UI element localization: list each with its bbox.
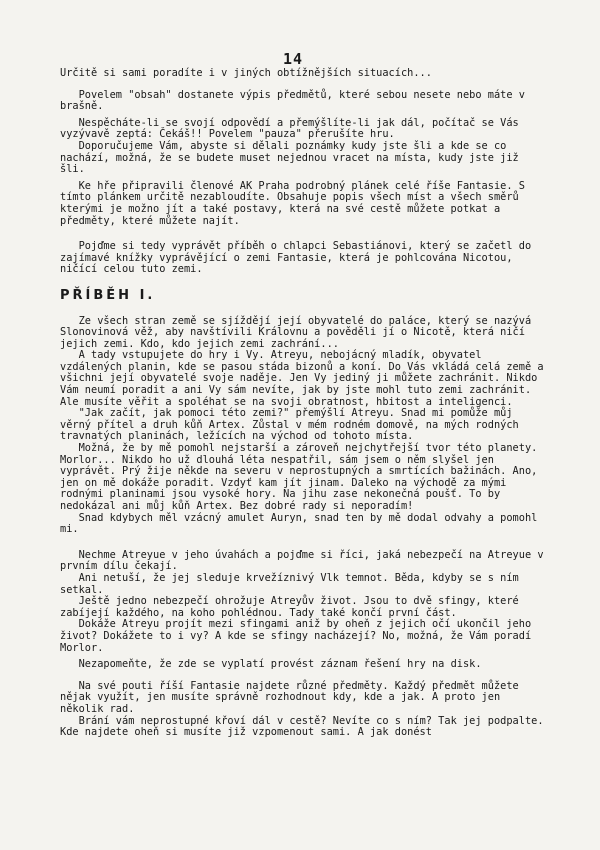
paragraph: Ze všech stran země se sjíždějí její obyvatelé do paláce, který se nazývá Slonovinová věž, aby navštívili Královnu a pověděli jí o Nicotě, která ničí jejich zemi. Kdo, kdo jejich zemi zachrání...	[60, 314, 538, 350]
paragraph: Snad kdybych měl vzácný amulet Auryn, snad ten by mě dodal odvahy a pomohl mi.	[60, 511, 544, 536]
paragraph: Nespěcháte-li se svojí odpovědí a přemýšlíte-li jak dál, počítač se Vás vyzývavě zeptá: Čekáš!! Povelem "pauza" přerušíte hru.	[60, 116, 525, 141]
paragraph: Nezapomeňte, že zde se vyplatí provést záznam řešení hry na disk.	[60, 658, 482, 671]
paragraph: Ještě jedno nebezpečí ohrožuje Atreyův život. Jsou to dvě sfingy, které zabíjejí každého, na koho pohlédnou. Tady také končí první část.	[60, 595, 525, 619]
paragraph: A tady vstupujete do hry i Vy. Atreyu, nebojácný mladík, obyvatel vzdálených planin, kde se pasou stáda bizonů a koní. Do Vás vkládá celá země a všichni její obyvatelé svoje naděje. Jen Vy jediný ji můžete zachránit. Nikdo Vám neumí poradit a ani Vy sám nevíte, jak by jste mohl tuto zemi zachránit. Ale musíte věřit a spoléhat se na svoji obratnost, hbitost a inteligenci.	[60, 349, 550, 408]
paragraph: Na své pouti říší Fantasie najdete různé předměty. Každý předmět můžete nějak využít, jen musíte správně rozhodnout kdy, kde a jak. A proto jen několik rad.	[60, 679, 525, 715]
paragraph: Pojďme si tedy vyprávět příběh o chlapci Sebastiánovi, který se začetl do zajímavé knížky vyprávějící o zemi Fantasie, která je pohlcována Nicotou, ničící celou tuto zemi.	[60, 240, 538, 276]
paragraph: Brání vám neprostupné křoví dál v cestě? Nevíte co s ním? Tak jej podpalte. Kde najdete oheň si musíte již vzpomenout sami. A jak donést	[60, 714, 550, 739]
section-heading: PŘÍBĚH I.	[60, 287, 156, 303]
page-number: 14	[283, 50, 304, 68]
paragraph: Dokáže Atreyu projít mezi sfingami aniž by oheň z jejich očí ukončil jeho život? Dokážete to i vy? A kde se sfingy nacházejí? No, možná, že Vám poradí Morlor.	[60, 618, 538, 654]
paragraph: Doporučujeme Vám, abyste si dělali poznámky kudy jste šli a kde se co nachází, možná, že se budete muset nejednou vracet na místa, kudy jste již šli.	[60, 139, 525, 176]
paragraph: Povelem "obsah" dostanete výpis předmětů, které sebou nesete nebo máte v brašně.	[60, 88, 532, 113]
paragraph: Možná, že by mě pomohl nejstarší a zároveň nejchytřejší tvor této planety. Morlor... Nikdo ho už dlouhá léta nespatřil, sám jsem o něm slyšel jen vyprávět. Prý žije někde na severu v neprostupných a smrtících bažinách. Ano, jen on mě dokáže poradit. Vzdyť kam jít jinam. Daleko na východě za mými rodnými planinami jsou vysoké hory. Na jihu zase nekonečná poušť. To by nedokázal ani můj kůň Artex. Bez dobré rady si neporadím!	[60, 442, 544, 512]
paragraph: "Jak začít, jak pomoci této zemi?" přemýšlí Atreyu. Snad mi pomůže můj věrný přítel a druh kůň Artex. Zůstal v mém rodném domově, na mých rodných travnatých planinách, ležících na východ od tohoto místa.	[60, 407, 525, 443]
paragraph: Ke hře připravili členové AK Praha podrobný plánek celé říše Fantasie. S tímto plánkem určitě nezabloudíte. Obsahuje popis všech míst a všech směrů kterými je možno jít a také postavy, která na své cestě můžete potkat a předměty, které můžete najít.	[60, 179, 532, 227]
document-body	[60, 68, 548, 739]
paragraph: Ani netuší, že jej sleduje krvežíznivý Vlk temnot. Běda, kdyby se s ním setkal.	[60, 571, 525, 596]
paragraph: Nechme Atreyue v jeho úvahách a pojďme si říci, jaká nebezpečí na Atreyue v prvním dílu čekají.	[60, 548, 550, 573]
paragraph: Určitě si sami poradíte i v jiných obtížnějších situacích...	[60, 67, 432, 79]
